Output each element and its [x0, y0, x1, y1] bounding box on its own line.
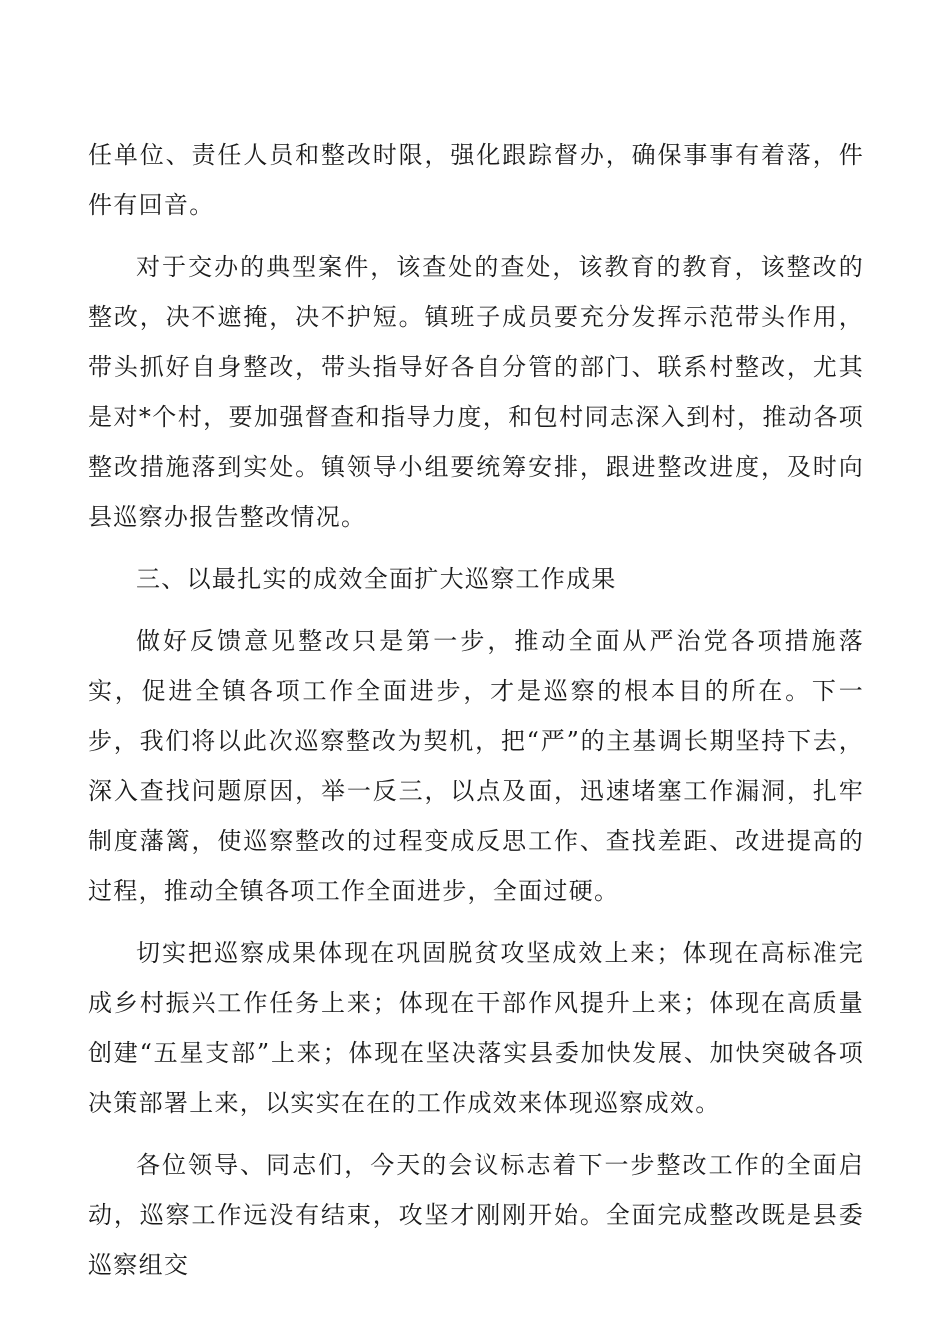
document-body [88, 130, 864, 1290]
paragraph-closing-remarks: 各位领导、同志们，今天的会议标志着下一步整改工作的全面启动，巡察工作远没有结束，攻坚才刚刚开始。全面完成整改既是县委巡察组交 [88, 1151, 864, 1279]
paragraph-typical-cases: 对于交办的典型案件，该查处的查处，该教育的教育，该整改的整改，决不遮掩，决不护短。镇班子成员要充分发挥示范带头作用，带头抓好自身整改，带头指导好各自分管的部门、联系村整改，尤其是对*个村，要加强督查和指导力度，和包村同志深入到村，推动各项整改措施落到实处。镇领导小组要统筹安排，跟进整改进度，及时向县巡察办报告整改情况。 [88, 253, 864, 531]
paragraph-rectification-first-step: 做好反馈意见整改只是第一步，推动全面从严治党各项措施落实，促进全镇各项工作全面进步，才是巡察的根本目的所在。下一步，我们将以此次巡察整改为契机，把“严”的主基调长期坚持下去，深入查找问题原因，举一反三，以点及面，迅速堵塞工作漏洞，扎牢制度藩篱，使巡察整改的过程变成反思工作、查找差距、改进提高的过程，推动全镇各项工作全面进步，全面过硬。 [88, 627, 864, 905]
paragraph-inspection-results: 切实把巡察成果体现在巩固脱贫攻坚成效上来；体现在高标准完成乡村振兴工作任务上来；体现在干部作风提升上来；体现在高质量创建“五星支部”上来；体现在坚决落实县委加快发展、加快突破各项决策部署上来，以实实在在的工作成效来体现巡察成效。 [88, 939, 864, 1117]
section-heading-three: 三、以最扎实的成效全面扩大巡察工作成果 [136, 565, 617, 593]
paragraph-continuation: 任单位、责任人员和整改时限，强化跟踪督办，确保事事有着落，件件有回音。 [88, 141, 864, 219]
